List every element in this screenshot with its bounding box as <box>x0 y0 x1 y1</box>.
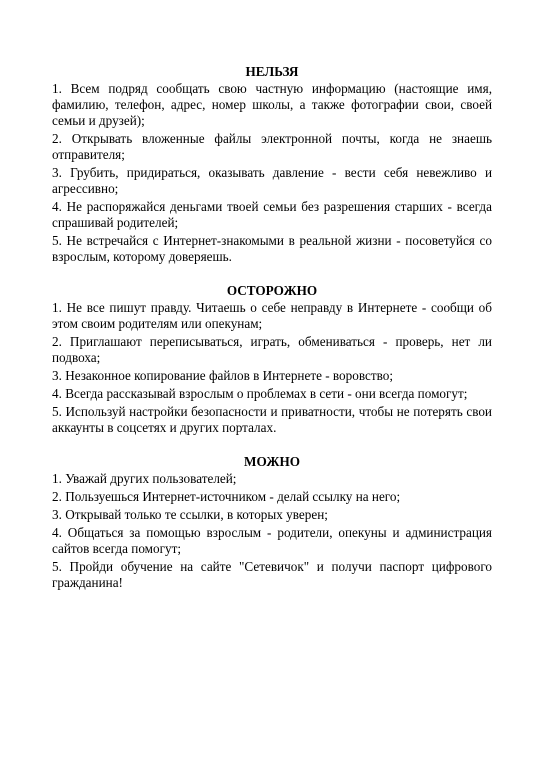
caution-item-4: 4. Всегда рассказывай взрослым о проблемах в сети - они всегда помогут; <box>52 386 468 401</box>
section-forbidden <box>52 64 492 265</box>
caution-item-3: 3. Незаконное копирование файлов в Интернете - воровство; <box>52 368 393 383</box>
allowed-item-5: 5. Пройди обучение на сайте "Сетевичок" и получи паспорт цифрового гражданина! <box>52 559 492 590</box>
document-page <box>52 64 492 593</box>
caution-item-2: 2. Приглашают переписываться, играть, обмениваться - проверь, нет ли подвоха; <box>52 334 492 365</box>
forbidden-item-2: 2. Открывать вложенные файлы электронной почты, когда не знаешь отправителя; <box>52 131 492 162</box>
section-allowed <box>52 454 492 591</box>
allowed-item-4: 4. Общаться за помощью взрослым - родители, опекуны и администрация сайтов всегда помогут; <box>52 525 492 556</box>
section-title-allowed: МОЖНО <box>244 454 300 469</box>
forbidden-item-1: 1. Всем подряд сообщать свою частную информацию (настоящие имя, фамилию, телефон, адрес, номер школы, а также фотографии свои, своей семьи и друзей); <box>52 81 492 128</box>
allowed-item-3: 3. Открывай только те ссылки, в которых уверен; <box>52 507 328 522</box>
forbidden-item-3: 3. Грубить, придираться, оказывать давление - вести себя невежливо и агрессивно; <box>52 165 492 196</box>
section-caution <box>52 283 492 436</box>
section-title-caution: ОСТОРОЖНО <box>226 283 318 298</box>
caution-item-1: 1. Не все пишут правду. Читаешь о себе неправду в Интернете - сообщи об этом своим родителям или опекунам; <box>52 300 492 331</box>
section-title-forbidden: НЕЛЬЗЯ <box>245 64 299 79</box>
allowed-item-2: 2. Пользуешься Интернет-источником - делай ссылку на него; <box>52 489 401 504</box>
allowed-item-1: 1. Уважай других пользователей; <box>52 471 237 486</box>
caution-item-5: 5. Используй настройки безопасности и приватности, чтобы не потерять свои аккаунты в соцсетях и других порталах. <box>52 404 492 435</box>
forbidden-item-4: 4. Не распоряжайся деньгами твоей семьи без разрешения старших - всегда спрашивай родителей; <box>52 199 492 230</box>
forbidden-item-5: 5. Не встречайся с Интернет-знакомыми в реальной жизни - посоветуйся со взрослым, которому доверяешь. <box>52 233 492 264</box>
